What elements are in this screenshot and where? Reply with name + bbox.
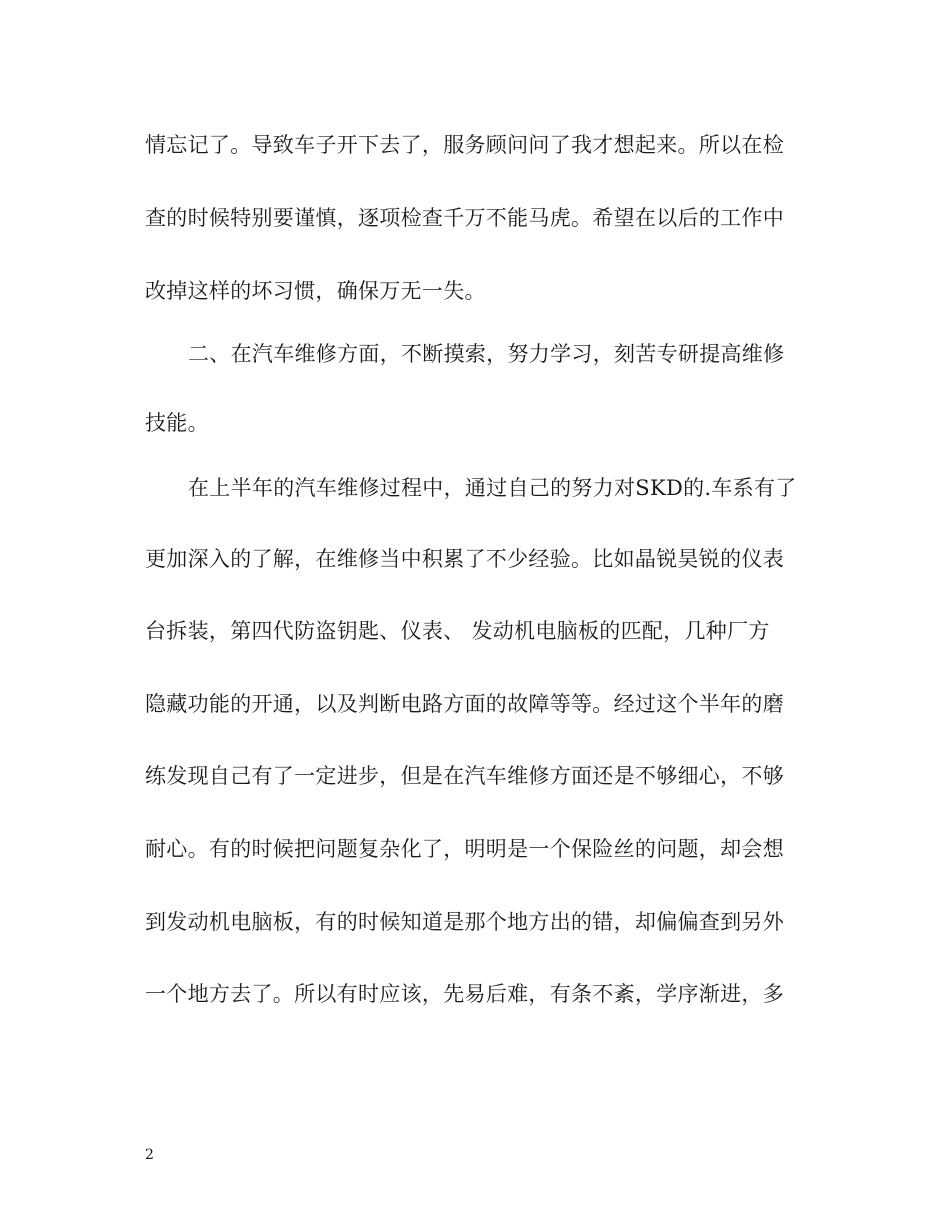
text-line: 台拆装，第四代防盗钥匙、仪表、 发动机电脑板的匹配，几种厂方 (145, 619, 770, 643)
text-line: 练发现自己有了一定进步，但是在汽车维修方面还是不够细心，不够 (145, 764, 784, 788)
page-number: 2 (145, 1147, 154, 1163)
text-line: 改掉这样的坏习惯，确保万无一失。 (145, 279, 486, 303)
text-line: 技能。 (145, 411, 209, 435)
text-line: 一个地方去了。所以有时应该，先易后难，有条不紊，学序渐进，多 (145, 982, 784, 1006)
text-line: 隐藏功能的开通，以及判断电路方面的故障等等。经过这个半年的磨 (145, 692, 784, 716)
text-line: 查的时候特别要谨慎，逐项检查千万不能马虎。希望在以后的工作中 (145, 206, 784, 230)
text-line: 更加深入的了解，在维修当中积累了不少经验。比如晶锐昊锐的仪表 (145, 547, 784, 571)
text-line: 到发动机电脑板，有的时候知道是那个地方出的错，却偏偏查到另外 (145, 910, 784, 934)
text-line: 耐心。有的时候把问题复杂化了，明明是一个保险丝的问题，却会想 (145, 837, 784, 861)
section-heading: 二、在汽车维修方面，不断摸索，努力学习，刻苦专研提高维修 (188, 342, 785, 366)
text-line: 情忘记了。导致车子开下去了，服务顾问问了我才想起来。所以在检 (145, 133, 784, 157)
paragraph-start: 在上半年的汽车维修过程中，通过自己的努力对SKD的.车系有了 (188, 476, 797, 500)
